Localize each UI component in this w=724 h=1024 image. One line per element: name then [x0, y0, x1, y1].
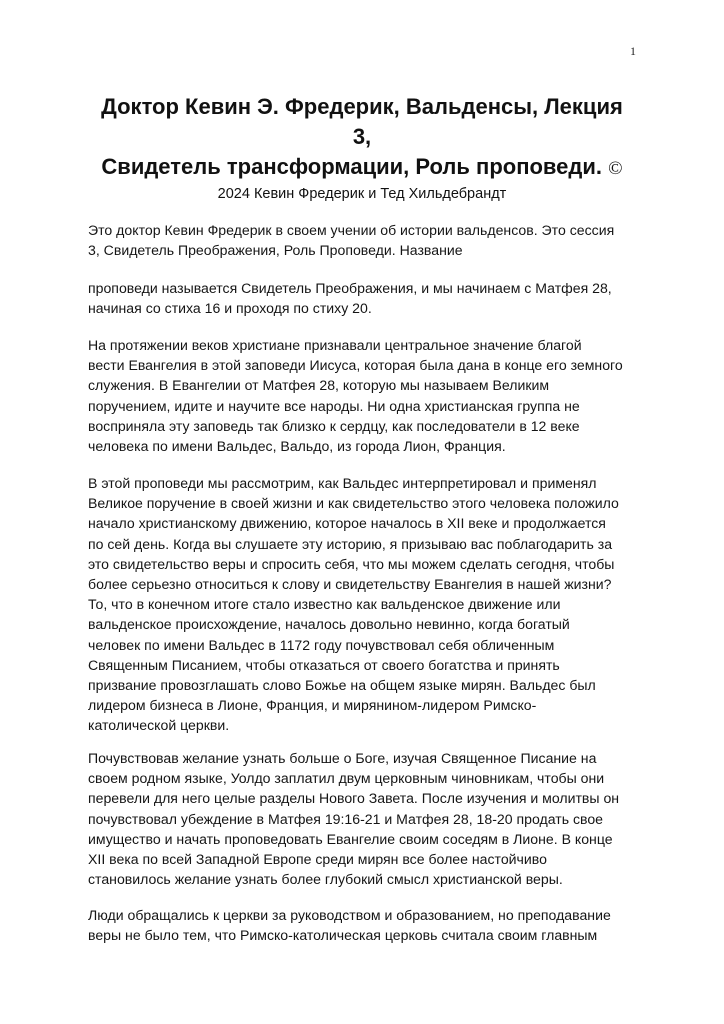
paragraph-line: 3, Свидетель Преображения, Роль Проповеди. Название — [88, 242, 463, 259]
title-subtitle: 2024 Кевин Фредерик и Тед Хильдебрандт — [217, 186, 507, 202]
paragraph-line: Великое поручение в своей жизни и как свидетельство этого человека положило — [88, 495, 619, 512]
paragraph-line: перевели для него целые разделы Нового Завета. После изучения и молитвы он — [88, 790, 620, 807]
paragraph-line: В этой проповеди мы рассмотрим, как Вальдес интерпретировал и применял — [88, 475, 597, 491]
paragraph-line: становилось желание узнать более глубокий смысл христианской веры. — [88, 871, 563, 888]
page-number: 1 — [630, 44, 636, 58]
paragraph-line: поручением, идите и научите все народы. Ни одна христианская группа не — [88, 397, 580, 414]
paragraph-line: более серьезно относиться к слову и свидетельству Евангелия в нашей жизни? — [88, 576, 612, 593]
title-line-3 — [60, 152, 664, 184]
paragraph-line: восприняла эту заповедь так близко к сердцу, как последователи в 12 веке — [88, 417, 580, 434]
paragraph-line: это свидетельство веры и спросить себя, что мы можем сделать сегодня, чтобы — [88, 555, 615, 572]
paragraph-line: служения. В Евангелии от Матфея 28, которую мы называем Великим — [88, 377, 550, 394]
paragraph-3 — [88, 335, 648, 456]
paragraph-line: имущество и начать проповедовать Евангелие своим соседям в Лионе. В конце — [88, 830, 613, 847]
document-title — [60, 92, 664, 204]
paragraph-line: XII века по всей Западной Европе среди мирян все более настойчиво — [88, 851, 547, 868]
paragraph-1 — [88, 220, 648, 260]
paragraph-line: человек по имени Вальдес в 1172 году почувствовал себя обличенным — [88, 636, 555, 653]
paragraph-line: католической церкви. — [88, 717, 230, 734]
paragraph-line: Это доктор Кевин Фредерик в своем учении об истории вальденсов. Это сессия — [88, 222, 615, 238]
paragraph-line: человека по имени Вальдес, Вальдо, из города Лион, Франция. — [88, 438, 506, 455]
paragraph-line: по сей день. Когда вы слушаете эту историю, я призываю вас поблагодарить за — [88, 535, 613, 552]
paragraph-line: начиная со стиха 16 и проходя по стиху 20. — [88, 300, 372, 317]
paragraph-line: Почувствовав желание узнать больше о Боге, изучая Священное Писание на — [88, 750, 597, 766]
paragraph-line: проповеди называется Свидетель Преображения, и мы начинаем с Матфея 28, — [88, 280, 612, 296]
title-line-1: Доктор Кевин Э. Фредерик, Вальденсы, Лекция — [101, 94, 623, 119]
paragraph-5 — [88, 748, 648, 889]
paragraph-line: Люди обращались к церкви за руководством и образованием, но преподавание — [88, 907, 611, 923]
paragraph-line: На протяжении веков христиане признавали центральное значение благой — [88, 337, 582, 353]
paragraph-line: Священным Писанием, чтобы отказаться от своего богатства и принять — [88, 656, 560, 673]
paragraph-line: почувствовал убеждение в Матфея 19:16-21 и Матфея 28, 18-20 продать свое — [88, 810, 604, 827]
paragraph-line: лидером бизнеса в Лионе, Франция, и мирянином-лидером Римско- — [88, 697, 537, 714]
paragraph-line: своем родном языке, Уолдо заплатил двум церковным чиновникам, чтобы они — [88, 770, 605, 787]
paragraph-line: веры не было тем, что Римско-католическая церковь считала своим главным — [88, 927, 598, 944]
title-line-2: 3, — [352, 124, 372, 149]
paragraph-4 — [88, 473, 648, 736]
paragraph-line: То, что в конечном итоге стало известно как вальденское движение или — [88, 596, 561, 613]
paragraph-6 — [88, 905, 648, 945]
paragraph-2 — [88, 278, 648, 318]
paragraph-line: вальденское происхождение, началось довольно невинно, когда богатый — [88, 616, 570, 633]
paragraph-line: начало христианскому движению, которое началось в XII веке и продолжается — [88, 515, 606, 532]
copyright-symbol: © — [608, 158, 623, 179]
paragraph-line: призвание провозглашать слово Божье на общем языке мирян. Вальдес был — [88, 677, 596, 694]
paragraph-line: вести Евангелия в этой заповеди Иисуса, которая была дана в конце его земного — [88, 357, 623, 374]
title-line-3-text: Свидетель трансформации, Роль проповеди. — [101, 154, 603, 179]
